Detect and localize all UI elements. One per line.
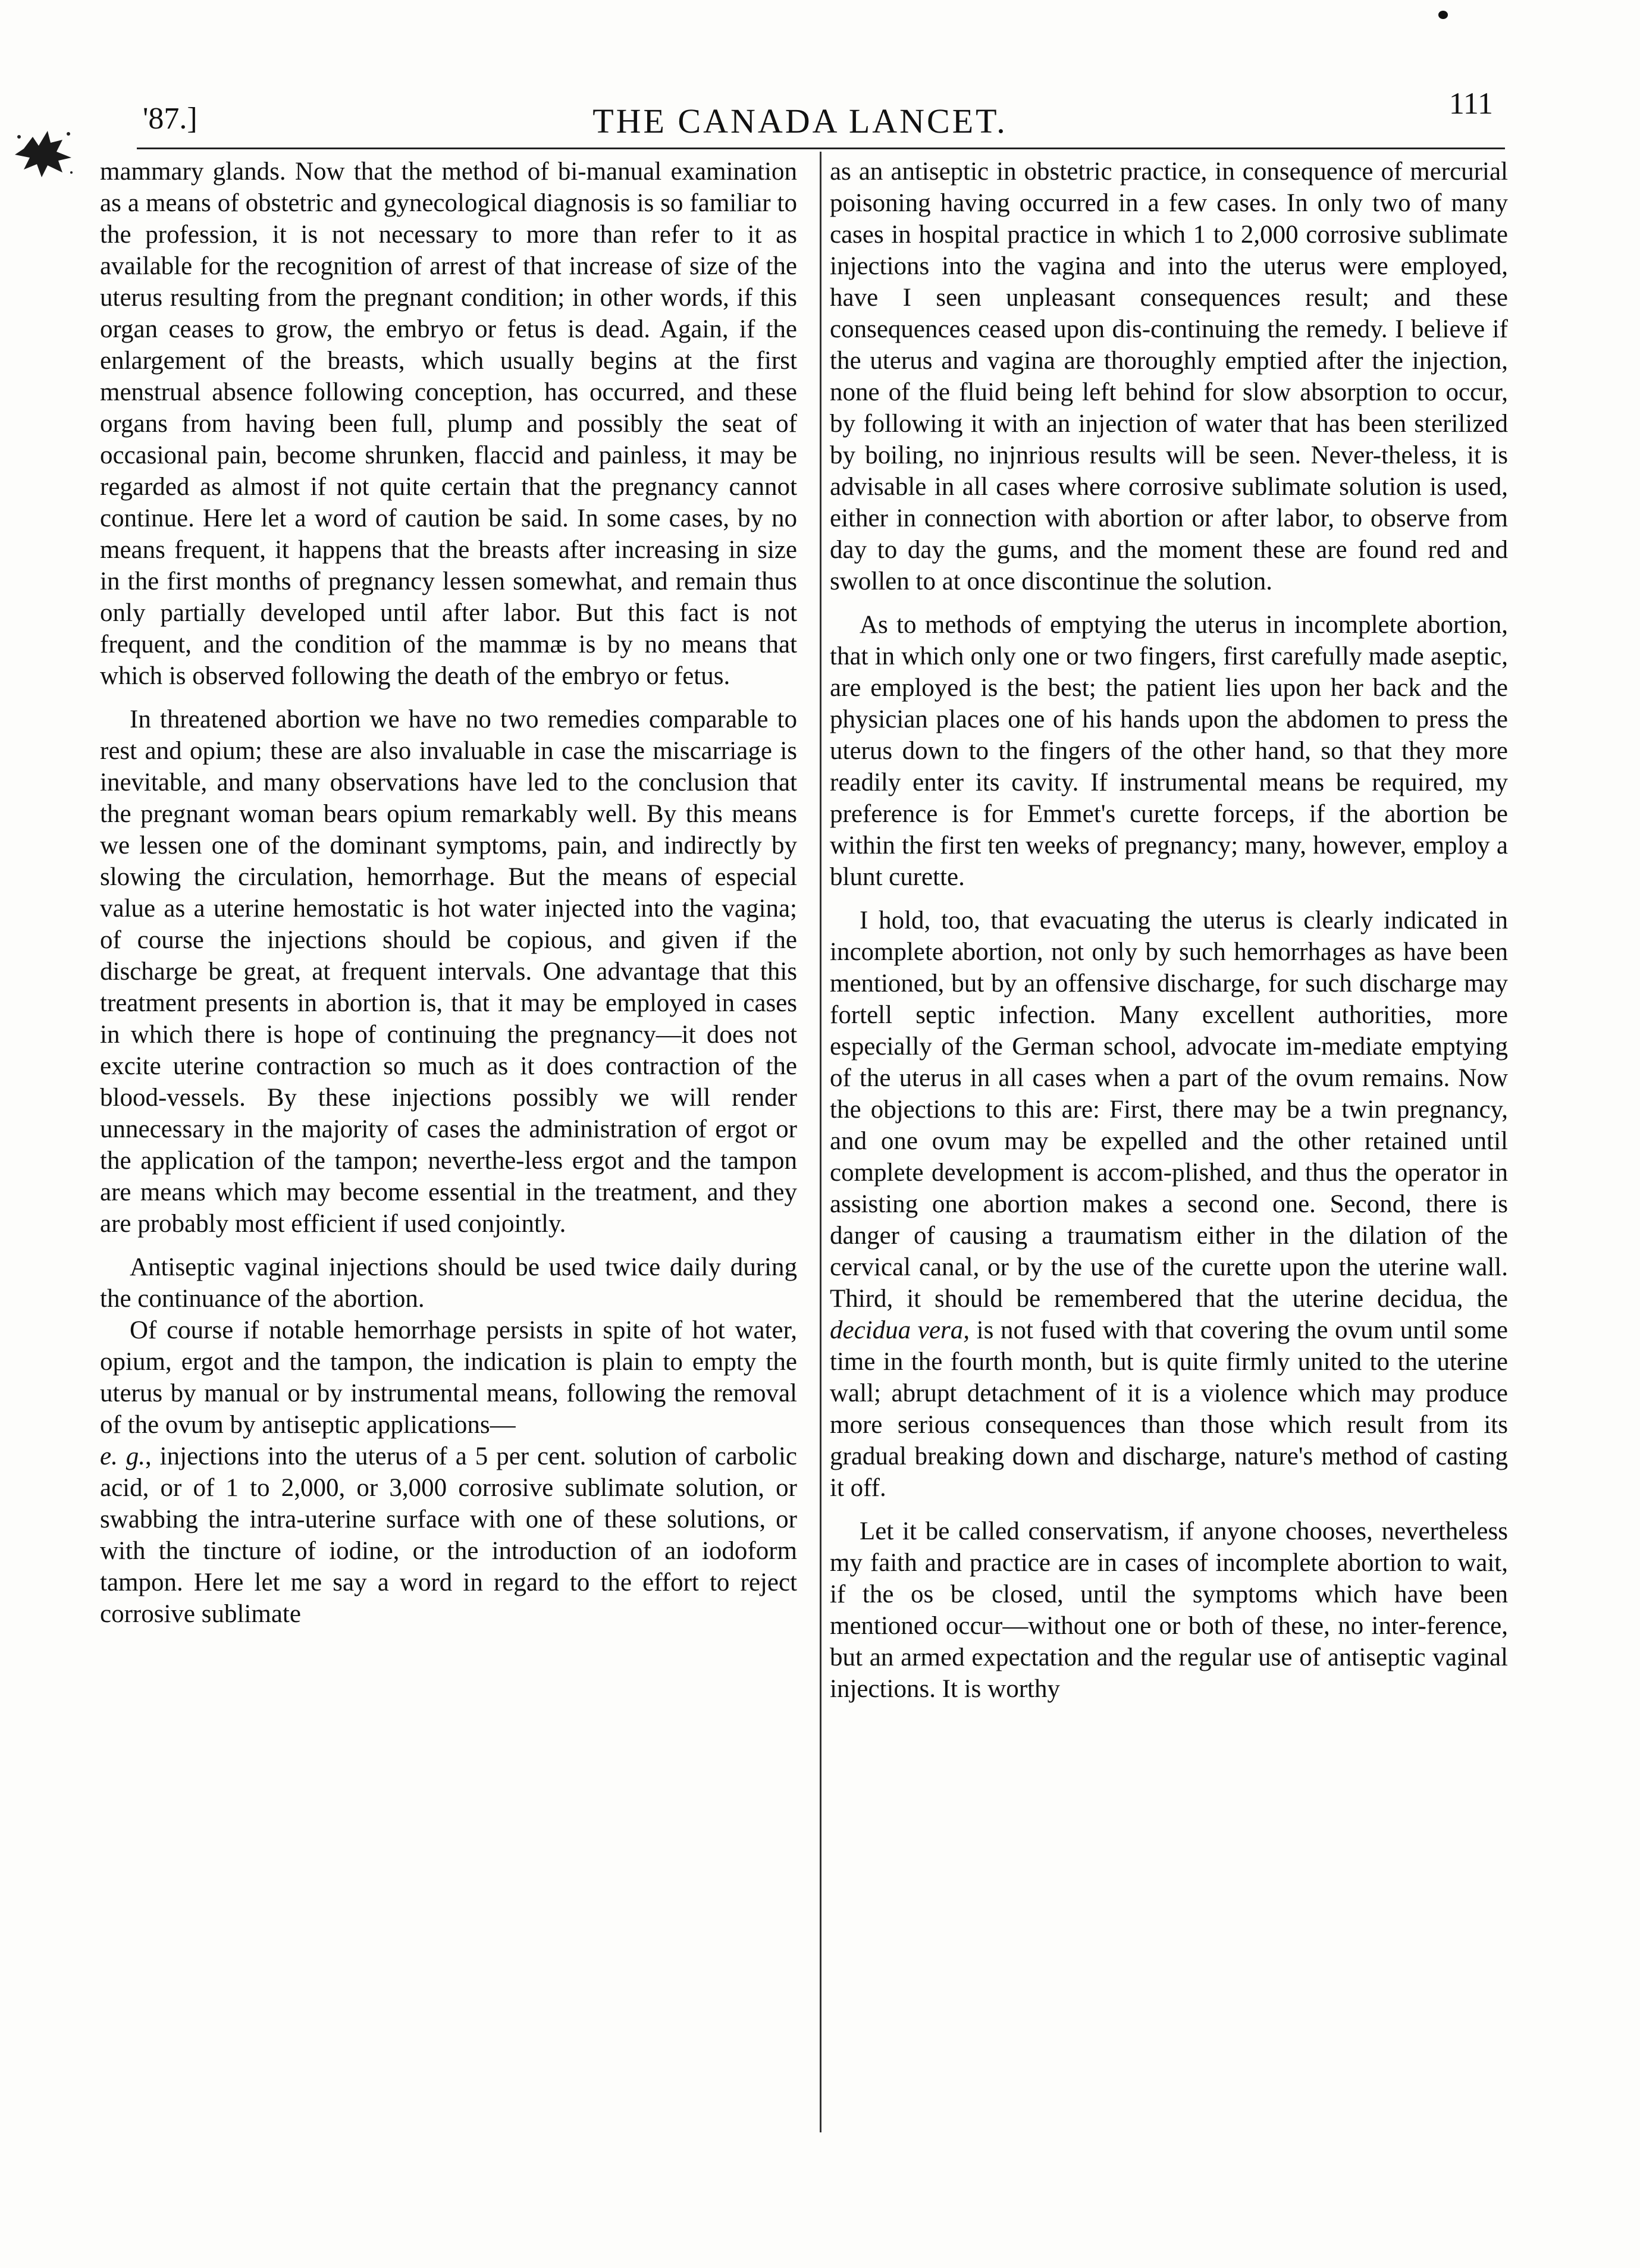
paragraph: As to methods of emptying the uterus in incomplete abortion, that in which only one or two fingers, first carefully made aseptic, are employed is the best; the patient lies upon her back and the physician places one of his hands upon the abdomen to press the uterus down to the fingers of the other hand, so that they more readily enter its cavity. If instrumental means be required, my preference is for Emmet's curette forceps, if the abortion be within the first ten weeks of pregnancy; many, however, employ a blunt curette. [830, 611, 1508, 891]
paragraph-text: is not fused with that covering the ovum until some time in the fourth month, but is quite firmly united to the uterine wall; abrupt detachment of it is a violence which may produce more serious consequences than those which result from its gradual breaking down and discharge, nature's method of casting it off. [830, 1316, 1509, 1502]
ink-blot-decoration [12, 125, 77, 178]
paragraph: Antiseptic vaginal injections should be used twice daily during the continuance of the abortion. [100, 1253, 797, 1313]
right-column [830, 156, 1508, 1717]
header-year: '87.] [143, 102, 197, 136]
italic-abbreviation: e. g. [100, 1442, 146, 1470]
italic-term: decidua vera, [830, 1316, 970, 1344]
running-header [95, 83, 1505, 149]
paragraph-text: I hold, too, that evacuating the uterus is clearly indicated in incomplete abortion, not only by such hemorrhages as have been mentioned, but by an offensive discharge, for such discharge may fortell septic infection. Many excellent authorities, more especially of the German school, advocate im-mediate emptying of the uterus in all cases when a part of the ovum remains. Now the objections to this are: First, there may be a twin pregnancy, and one ovum may be expelled and the other retained until complete development is accom-plished, and thus the operator in assisting one abortion makes a second one. Second, there is danger of causing a traumatism either in the dilation of the cervical canal, or by the use of the curette upon the uterine wall. Third, it should be remembered that the uterine decidua, the [830, 906, 1508, 1313]
page-number: 111 [1448, 87, 1493, 121]
paragraph: as an antiseptic in obstetric practice, in consequence of mercurial poisoning having occurred in a few cases. In only two of many cases in hospital practice in which 1 to 2,000 corrosive sublimate injections into the vagina and into the uterus were employed, have I seen unpleasant consequences result; and these consequences ceased upon dis-continuing the remedy. I believe if the uterus and vagina are thoroughly emptied after the injection, none of the fluid being left behind for slow absorption to occur, by following it with an injection of water that has been sterilized by boiling, no injnrious results will be seen. Never-theless, it is advisable in all cases where corrosive sublimate solution is used, either in connection with abortion or after labor, to observe from day to day the gums, and the moment these are found red and swollen to at once discontinue the solution. [830, 158, 1508, 595]
paragraph: In threatened abortion we have no two remedies comparable to rest and opium; these are also invaluable in case the miscarriage is inevitable, and many observations have led to the conclusion that the pregnant woman bears opium remarkably well. By this means we lessen one of the dominant symptoms, pain, and indirectly by slowing the circulation, hemorrhage. But the means of especial value as a uterine hemostatic is hot water injected into the vagina; of course the injections should be copious, and given if the discharge be great, at frequent intervals. One advantage that this treatment presents in abortion is, that it may be employed in cases in which there is hope of continuing the pregnancy—it does not excite uterine contraction so much as it does contraction of the blood-vessels. By these injections possibly we will render unnecessary in the majority of cases the administration of ergot or the application of the tampon; neverthe-less ergot and the tampon are means which may become essential in the treatment, and they are probably most efficient if used conjointly. [100, 705, 797, 1238]
paragraph-text: , injections into the uterus of a 5 per cent. solution of carbolic acid, or of 1 to 2,000, or 3,000 corrosive sublimate solution, or swabbing the intra-uterine surface with one of these solutions, or with the tincture of iodine, or the introduction of an iodoform tampon. Here let me say a word in regard to the effort to reject corrosive sublimate [100, 1442, 797, 1628]
ink-speck [1438, 11, 1448, 19]
paragraph: mammary glands. Now that the method of bi-manual examination as a means of obstetric and gynecological diagnosis is so familiar to the profession, it is not necessary to more than refer to it as available for the recognition of arrest of that increase of size of the uterus resulting from the pregnant condition; in other words, if this organ ceases to grow, the embryo or fetus is dead. Again, if the enlargement of the breasts, which usually begins at the first menstrual absence following conception, has occurred, and these organs from having been full, plump and possibly the seat of occasional pain, become shrunken, flaccid and painless, it may be regarded as almost if not quite certain that the pregnancy cannot continue. Here let a word of caution be said. In some cases, by no means frequent, it happens that the breasts after increasing in size in the first months of pregnancy lessen somewhat, and remain thus only partially developed until after labor. But this fact is not frequent, and the condition of the mammæ is by no means that which is observed following the death of the embryo or fetus. [100, 158, 797, 690]
left-column [100, 156, 797, 1642]
paragraph-text: Of course if notable hemorrhage persists in spite of hot water, opium, ergot and the tampon, the indication is plain to empty the uterus by manual or by instrumental means, following the removal of the ovum by antiseptic applications— [100, 1316, 797, 1439]
journal-title: THE CANADA LANCET. [592, 102, 1008, 140]
paragraph [830, 905, 1508, 1504]
paragraph: Let it be called conservatism, if anyone chooses, nevertheless my faith and practice are in cases of incomplete abortion to wait, if the os be closed, until the symptoms which have been mentioned occur—without one or both of these, no inter-ference, but an armed expectation and the regular use of antiseptic vaginal injections. It is worthy [830, 1517, 1508, 1703]
header-rule [137, 148, 1505, 149]
paragraph [100, 1315, 797, 1630]
column-divider [820, 152, 821, 2132]
